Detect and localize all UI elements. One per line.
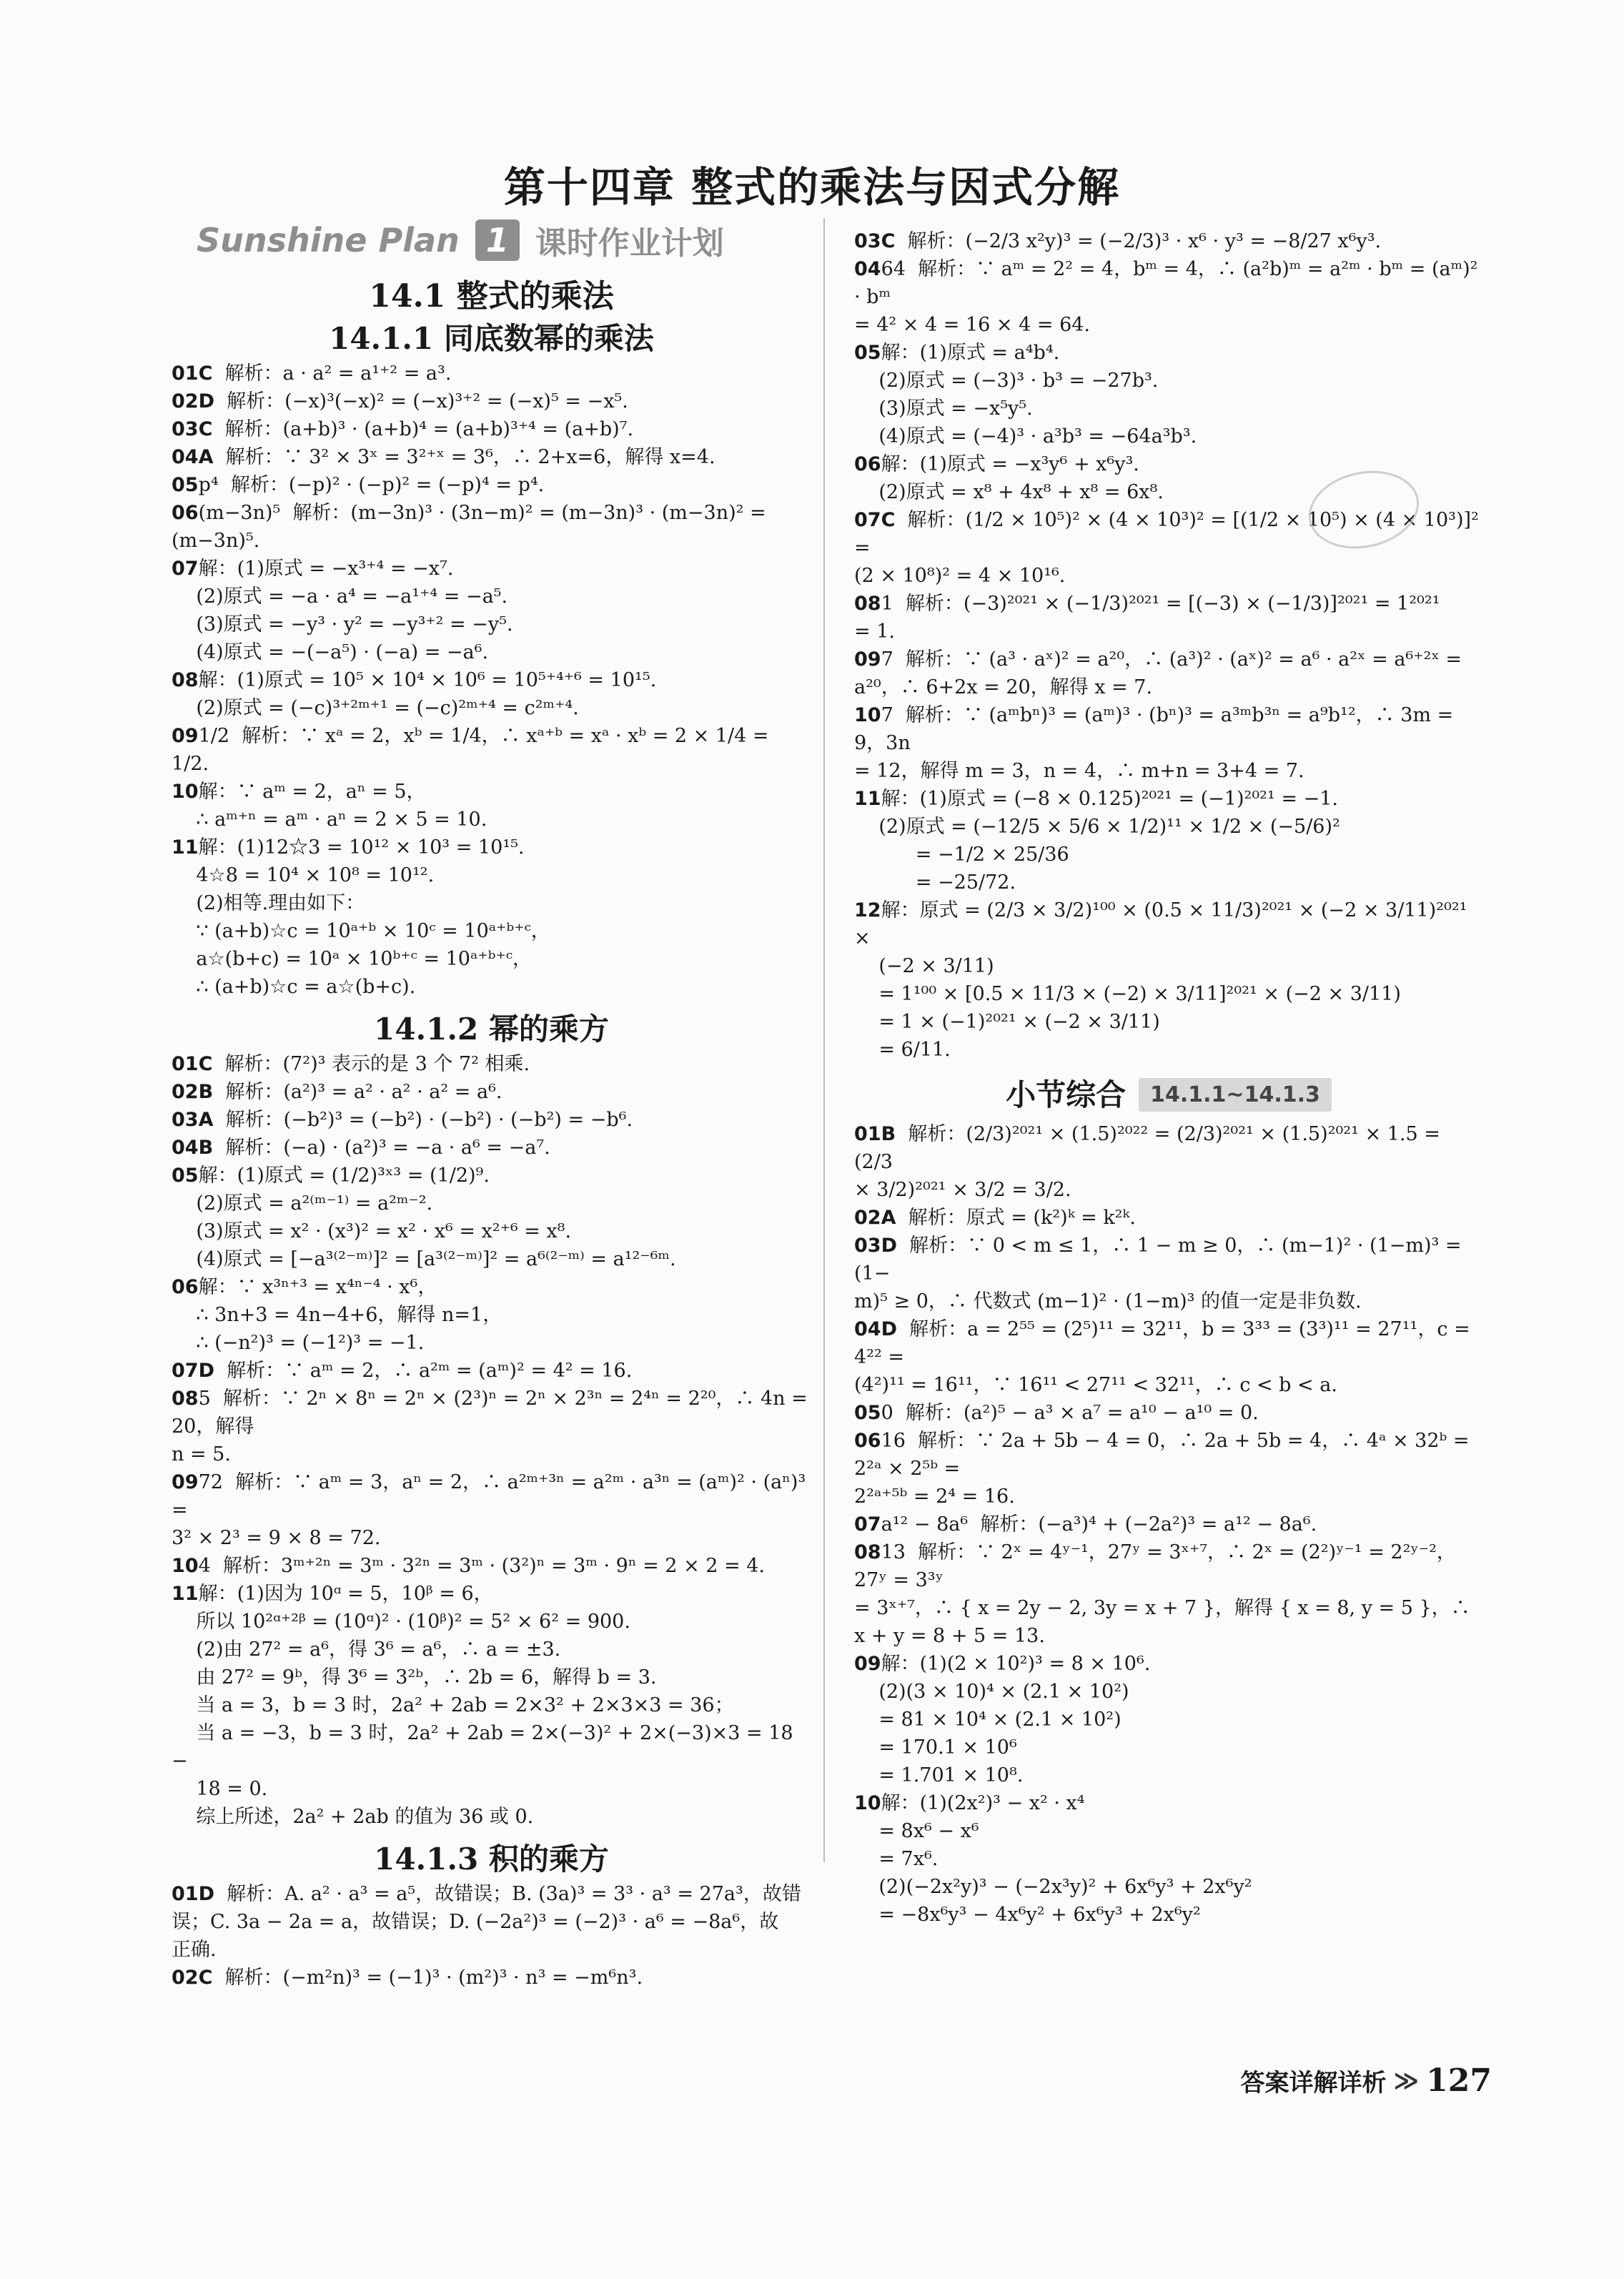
question-number: 07 bbox=[172, 558, 199, 580]
answer-text: 4 解析：3ᵐ⁺²ⁿ = 3ᵐ · 3²ⁿ = 3ᵐ · (3²)ⁿ = 3ᵐ · 9ⁿ = 2 × 2 = 4. bbox=[198, 1555, 766, 1577]
answer-line bbox=[854, 1761, 1483, 1789]
answer-line bbox=[854, 422, 1483, 450]
answer-text: 解析：(a+b)³ · (a+b)⁴ = (a+b)³⁺⁴ = (a+b)⁷. bbox=[212, 418, 634, 440]
answer-text: (m−3n)⁵. bbox=[172, 530, 260, 552]
question-number: 03A bbox=[172, 1109, 214, 1131]
answer-line bbox=[172, 834, 811, 861]
plan-banner bbox=[197, 218, 724, 262]
answer-text: 解：(1)因为 10ᵅ = 5，10ᵝ = 6， bbox=[198, 1583, 493, 1605]
answer-text: (2)由 27² = a⁶，得 3⁶ = a⁶，∴ a = ±3. bbox=[172, 1638, 561, 1661]
answers-group-4 bbox=[854, 227, 1483, 1064]
summary-range: 14.1.1~14.1.3 bbox=[1139, 1078, 1332, 1112]
question-number: 08 bbox=[172, 1388, 199, 1410]
answer-text: 解析：∵ 3² × 3ˣ = 3²⁺ˣ = 3⁶，∴ 2+x=6，解得 x=4. bbox=[213, 446, 716, 468]
answer-text: ∴ (−n²)³ = (−1²)³ = −1. bbox=[172, 1332, 425, 1354]
answer-line bbox=[172, 1357, 811, 1385]
answer-text: × 3/2)²⁰²¹ × 3/2 = 3/2. bbox=[854, 1179, 1071, 1201]
answer-line bbox=[172, 945, 811, 973]
answer-line bbox=[172, 1301, 811, 1329]
page-footer bbox=[1241, 2062, 1492, 2099]
answer-text: 解析：(2/3)²⁰²¹ × (1.5)²⁰²² = (2/3)²⁰²¹ × (1.5)²⁰²¹ × 1.5 = (2/3 bbox=[854, 1123, 1447, 1173]
answer-text: 解析：(−2/3 x²y)³ = (−2/3)³ · x⁶ · y³ = −8/27 x⁶y³. bbox=[895, 230, 1382, 252]
answer-line bbox=[854, 757, 1483, 785]
answer-text: 解析：(a²)³ = a² · a² · a² = a⁶. bbox=[213, 1081, 502, 1103]
answer-line bbox=[172, 1245, 811, 1273]
answer-text: 13 解析：∵ 2ˣ = 4ʸ⁻¹，27ʸ = 3ˣ⁺⁷，∴ 2ˣ = (2²)ʸ⁻¹ = 2²ʸ⁻²，27ʸ = 3³ʸ bbox=[854, 1541, 1456, 1591]
answer-line bbox=[172, 1190, 811, 1217]
answer-text: = 7x⁶. bbox=[854, 1848, 939, 1870]
answer-text: 64 解析：∵ aᵐ = 2² = 4，bᵐ = 4，∴ (a²b)ᵐ = a²ᵐ · bᵐ = (aᵐ)² · bᵐ bbox=[854, 258, 1485, 308]
answer-line bbox=[172, 1273, 811, 1301]
answer-text: 解：∵ aᵐ = 2，aⁿ = 5， bbox=[198, 781, 426, 803]
answer-line bbox=[172, 722, 811, 778]
answer-line bbox=[854, 255, 1483, 311]
question-number: 10 bbox=[172, 781, 199, 803]
answer-text: 16 解析：∵ 2a + 5b − 4 = 0，∴ 2a + 5b = 4，∴ 4ᵃ × 32ᵇ = 2²ᵃ × 2⁵ᵇ = bbox=[854, 1430, 1476, 1480]
answer-text: 2²ᵃ⁺⁵ᵇ = 2⁴ = 16. bbox=[854, 1485, 1015, 1508]
answer-text: = 1. bbox=[854, 621, 895, 643]
answer-line bbox=[172, 1580, 811, 1608]
answer-line bbox=[172, 1964, 811, 1992]
answer-line bbox=[854, 701, 1483, 757]
answer-text: 4☆8 = 10⁴ × 10⁸ = 10¹². bbox=[172, 864, 435, 886]
answer-line bbox=[854, 618, 1483, 646]
footer-label: 答案详解详析 bbox=[1240, 2069, 1387, 2097]
answer-line bbox=[172, 1134, 811, 1162]
answer-text: 解析：(−m²n)³ = (−1)³ · (m²)³ · n³ = −m⁶n³. bbox=[212, 1967, 643, 1989]
answer-text: = −8x⁶y³ − 4x⁶y² + 6x⁶y³ + 2x⁶y² bbox=[854, 1904, 1201, 1926]
answer-line bbox=[854, 562, 1483, 590]
subsection-title-2: 14.1.2 幂的乘方 bbox=[374, 1012, 609, 1047]
answer-line bbox=[854, 785, 1483, 813]
question-number: 06 bbox=[854, 453, 881, 475]
answer-text: 7 解析：∵ (a³ · aˣ)² = a²⁰，∴ (a³)² · (aˣ)² = a⁶ · a²ˣ = a⁶⁺²ˣ = bbox=[881, 648, 1462, 671]
answer-line bbox=[854, 311, 1483, 339]
question-number: 01C bbox=[172, 1053, 213, 1075]
answers-group-5 bbox=[854, 1120, 1483, 1929]
answer-text: = 4² × 4 = 16 × 4 = 64. bbox=[854, 314, 1091, 336]
answer-text: ∴ 3n+3 = 4n−4+6，解得 n=1， bbox=[172, 1304, 502, 1326]
answer-line bbox=[854, 1594, 1483, 1650]
question-number: 02B bbox=[172, 1081, 214, 1103]
answer-text: (2)原式 = x⁸ + 4x⁸ + x⁸ = 6x⁸. bbox=[854, 481, 1164, 503]
answer-line bbox=[854, 367, 1483, 395]
answer-line bbox=[172, 1803, 811, 1831]
answer-line bbox=[854, 1678, 1483, 1706]
answer-text: = −1/2 × 25/36 bbox=[854, 844, 1069, 866]
answer-text: 解：(1)原式 = (−8 × 0.125)²⁰²¹ = (−1)²⁰²¹ = −1. bbox=[881, 788, 1338, 810]
question-number: 07C bbox=[854, 509, 896, 531]
question-number: 04B bbox=[172, 1137, 214, 1159]
answer-text: (2)(−2x²y)³ − (−2x³y)² + 6x⁶y³ + 2x⁶y² bbox=[854, 1876, 1252, 1898]
question-number: 06 bbox=[172, 1276, 199, 1298]
answer-text: ∴ aᵐ⁺ⁿ = aᵐ · aⁿ = 2 × 5 = 10. bbox=[172, 809, 487, 831]
answer-text: 解析：(7²)³ 表示的是 3 个 7² 相乘. bbox=[212, 1053, 530, 1075]
answer-text: 7 解析：∵ (aᵐbⁿ)³ = (aᵐ)³ · (bⁿ)³ = a³ᵐb³ⁿ = a⁹b¹²，∴ 3m = 9，3n bbox=[854, 704, 1460, 754]
answer-text: a¹² − 8a⁶ 解析：(−a³)⁴ + (−2a²)³ = a¹² − 8a⁶. bbox=[881, 1513, 1317, 1536]
answer-text: 由 27² = 9ᵇ，得 3⁶ = 3²ᵇ，∴ 2b = 6，解得 b = 3. bbox=[172, 1666, 657, 1689]
answer-text: (4)原式 = −(−a⁵) · (−a) = −a⁶. bbox=[172, 641, 489, 663]
answer-text: (3)原式 = −x⁵y⁵. bbox=[854, 397, 1033, 420]
answer-text: (4)原式 = (−4)³ · a³b³ = −64a³b³. bbox=[854, 425, 1197, 448]
answer-line bbox=[854, 673, 1483, 701]
chapter-title: 第十四章 整式的乘法与因式分解 bbox=[503, 163, 1121, 212]
answer-text: 5 解析：∵ 2ⁿ × 8ⁿ = 2ⁿ × (2³)ⁿ = 2ⁿ × 2³ⁿ = 2⁴ⁿ = 2²⁰，∴ 4n = 20，解得 bbox=[172, 1388, 814, 1438]
answer-line bbox=[854, 1371, 1483, 1399]
answer-text: = 81 × 10⁴ × (2.1 × 10²) bbox=[854, 1709, 1122, 1731]
question-number: 04 bbox=[854, 258, 881, 280]
answer-text: = 6/11. bbox=[854, 1039, 951, 1061]
answer-text: 解：∵ x³ⁿ⁺³ = x⁴ⁿ⁻⁴ · x⁶， bbox=[198, 1276, 437, 1298]
answer-line bbox=[172, 1078, 811, 1106]
answer-line bbox=[854, 227, 1483, 255]
answer-text: 所以 10²ᵅ⁺²ᵝ = (10ᵅ)² · (10ᵝ)² = 5² × 6² = 900. bbox=[172, 1611, 630, 1633]
question-number: 06 bbox=[172, 502, 199, 524]
section-title: 14.1 整式的乘法 bbox=[369, 278, 614, 315]
answer-line bbox=[854, 1483, 1483, 1511]
answer-text: 解析：(−x)³(−x)² = (−x)³⁺² = (−x)⁵ = −x⁵. bbox=[214, 390, 628, 412]
answer-line bbox=[854, 952, 1483, 980]
answer-line bbox=[854, 896, 1483, 952]
answer-line bbox=[854, 1176, 1483, 1204]
answer-text: m)⁵ ≥ 0，∴ 代数式 (m−1)² · (1−m)³ 的值一定是非负数. bbox=[854, 1290, 1362, 1312]
answer-line bbox=[172, 666, 811, 694]
answer-text: (2)(3 × 10)⁴ × (2.1 × 10²) bbox=[854, 1681, 1129, 1703]
summary-banner bbox=[854, 1078, 1483, 1112]
answer-line bbox=[854, 869, 1483, 896]
question-number: 09 bbox=[172, 1471, 199, 1493]
answer-line bbox=[854, 1706, 1483, 1734]
answer-text: 解：(1)原式 = a⁴b⁴. bbox=[881, 342, 1060, 364]
answer-line bbox=[172, 1524, 811, 1552]
answer-line bbox=[854, 841, 1483, 869]
answer-line bbox=[172, 1329, 811, 1357]
answer-line bbox=[854, 395, 1483, 422]
answer-text: = 1.701 × 10⁸. bbox=[854, 1764, 1024, 1786]
answer-line bbox=[854, 590, 1483, 618]
answer-line bbox=[172, 694, 811, 722]
answer-text: 正确. bbox=[172, 1939, 217, 1961]
answer-line bbox=[854, 1232, 1483, 1287]
answer-line bbox=[172, 1908, 811, 1936]
answer-line bbox=[172, 806, 811, 834]
answer-line bbox=[172, 1385, 814, 1440]
question-number: 07D bbox=[172, 1360, 214, 1382]
answer-line bbox=[172, 415, 811, 443]
answer-line bbox=[854, 1008, 1483, 1036]
answer-text: 解：(1)原式 = (1/2)³ˣ³ = (1/2)⁹. bbox=[198, 1165, 490, 1187]
summary-label: 小节综合 bbox=[1006, 1077, 1127, 1112]
answer-line bbox=[172, 1775, 811, 1803]
answer-line bbox=[172, 1217, 811, 1245]
answers-group-1 bbox=[172, 360, 811, 1001]
question-number: 11 bbox=[172, 1583, 199, 1605]
answer-text: 解析：(1/2 × 10⁵)² × (4 × 10³)² = [(1/2 × 10⁵) × (4 × 10³)]² = bbox=[854, 509, 1485, 559]
answer-text: (2)原式 = a²⁽ᵐ⁻¹⁾ = a²ᵐ⁻². bbox=[172, 1192, 433, 1215]
answer-text: 当 a = −3，b = 3 时，2a² + 2ab = 2×(−3)² + 2×(−3)×3 = 18 − bbox=[172, 1722, 800, 1772]
answer-line bbox=[172, 638, 811, 666]
answer-line bbox=[172, 1468, 811, 1524]
answer-line bbox=[854, 1399, 1483, 1427]
answer-text: (3)原式 = x² · (x³)² = x² · x⁶ = x²⁺⁶ = x⁸. bbox=[172, 1220, 572, 1242]
answer-text: 72 解析：∵ aᵐ = 3，aⁿ = 2，∴ a²ᵐ⁺³ⁿ = a²ᵐ · a³ⁿ = (aᵐ)² · (aⁿ)³ = bbox=[172, 1471, 812, 1521]
answer-text: (−2 × 3/11) bbox=[854, 955, 994, 977]
answer-text: (4²)¹¹ = 16¹¹，∵ 16¹¹ < 27¹¹ < 32¹¹，∴ c < b < a. bbox=[854, 1374, 1337, 1396]
answer-line bbox=[172, 1050, 811, 1078]
answer-line bbox=[172, 1663, 811, 1691]
answer-text: 误；C. 3a − 2a = a，故错误；D. (−2a²)³ = (−2)³ · a⁶ = −8a⁶，故 bbox=[172, 1911, 779, 1933]
answer-text: 解析：∵ aᵐ = 2，∴ a²ᵐ = (aᵐ)² = 4² = 16. bbox=[214, 1360, 633, 1382]
subsection-title-1: 14.1.1 同底数幂的乘法 bbox=[329, 321, 654, 356]
question-number: 02A bbox=[854, 1207, 896, 1229]
answer-line bbox=[854, 1120, 1483, 1176]
answer-line bbox=[854, 1204, 1483, 1232]
answer-text: 综上所述，2a² + 2ab 的值为 36 或 0. bbox=[172, 1806, 534, 1828]
answer-line bbox=[854, 1287, 1483, 1315]
question-number: 08 bbox=[854, 1541, 881, 1563]
answer-text: = 170.1 × 10⁶ bbox=[854, 1736, 1017, 1759]
answer-line bbox=[854, 1538, 1483, 1594]
answer-text: (2)原式 = (−3)³ · b³ = −27b³. bbox=[854, 370, 1159, 392]
answer-line bbox=[172, 1162, 811, 1190]
answer-text: 解：(1)原式 = −x³y⁶ + x⁶y³. bbox=[881, 453, 1139, 475]
answer-text: (m−3n)⁵ 解析：(m−3n)³ · (3n−m)² = (m−3n)³ · (m−3n)² = bbox=[198, 502, 766, 524]
question-number: 03D bbox=[854, 1235, 897, 1257]
answer-text: p⁴ 解析：(−p)² · (−p)² = (−p)⁴ = p⁴. bbox=[198, 474, 545, 496]
answer-text: 解析：A. a² · a³ = a⁵，故错误；B. (3a)³ = 3³ · a³ = 27a³，故错 bbox=[214, 1883, 801, 1905]
answer-text: a²⁰，∴ 6+2x = 20，解得 x = 7. bbox=[854, 676, 1153, 698]
double-chevron-icon: ≫ bbox=[1393, 2066, 1420, 2095]
answer-line bbox=[172, 861, 811, 889]
answer-text: (3)原式 = −y³ · y² = −y³⁺² = −y⁵. bbox=[172, 613, 513, 636]
answer-line bbox=[854, 1873, 1483, 1901]
question-number: 05 bbox=[172, 1165, 199, 1187]
answer-line bbox=[854, 1511, 1483, 1538]
plan-number-badge: 1 bbox=[475, 219, 520, 261]
answer-line bbox=[854, 1845, 1483, 1873]
answer-text: (2)原式 = (−12/5 × 5/6 × 1/2)¹¹ × 1/2 × (−5/6)² bbox=[854, 816, 1340, 838]
answer-text: 解析：(−b²)³ = (−b²) · (−b²) · (−b²) = −b⁶. bbox=[213, 1109, 633, 1131]
answer-line bbox=[172, 778, 811, 806]
answer-text: 解：(1)(2 × 10²)³ = 8 × 10⁶. bbox=[881, 1653, 1151, 1675]
answer-text: 当 a = 3，b = 3 时，2a² + 2ab = 2×3² + 2×3×3 = 36； bbox=[172, 1694, 734, 1716]
answer-text: 解析：a · a² = a¹⁺² = a³. bbox=[212, 362, 452, 385]
answer-text: n = 5. bbox=[172, 1443, 231, 1465]
answer-line bbox=[172, 1440, 811, 1468]
answer-line bbox=[172, 973, 811, 1001]
answer-line bbox=[854, 1315, 1483, 1371]
answer-text: = 1¹⁰⁰ × [0.5 × 11/3 × (−2) × 3/11]²⁰²¹ × (−2 × 3/11) bbox=[854, 983, 1401, 1005]
answer-line bbox=[172, 471, 811, 499]
answer-line bbox=[854, 980, 1483, 1008]
question-number: 09 bbox=[854, 1653, 881, 1675]
question-number: 10 bbox=[854, 704, 881, 726]
answer-text: 解析：(−a) · (a²)³ = −a · a⁶ = −a⁷. bbox=[213, 1137, 550, 1159]
answer-text: (2 × 10⁸)² = 4 × 10¹⁶. bbox=[854, 565, 1066, 587]
question-number: 10 bbox=[854, 1792, 881, 1814]
question-number: 03C bbox=[172, 418, 213, 440]
answer-line bbox=[854, 1427, 1483, 1483]
question-number: 03C bbox=[854, 230, 896, 252]
answer-text: = 1 × (−1)²⁰²¹ × (−2 × 3/11) bbox=[854, 1011, 1160, 1033]
answer-line bbox=[172, 1936, 811, 1964]
answer-text: 0 解析：(a²)⁵ − a³ × a⁷ = a¹⁰ − a¹⁰ = 0. bbox=[881, 1402, 1259, 1424]
question-number: 08 bbox=[854, 593, 881, 615]
answer-line bbox=[854, 813, 1483, 841]
question-number: 02C bbox=[172, 1967, 213, 1989]
answer-line bbox=[854, 1734, 1483, 1761]
answer-text: 解析：a = 2⁵⁵ = (2⁵)¹¹ = 32¹¹，b = 3³³ = (3³)¹¹ = 27¹¹，c = 4²² = bbox=[854, 1318, 1477, 1368]
answer-line bbox=[172, 1691, 811, 1719]
question-number: 11 bbox=[854, 788, 881, 810]
answer-text: (4)原式 = [−a³⁽²⁻ᵐ⁾]² = [a³⁽²⁻ᵐ⁾]² = a⁶⁽²⁻ᵐ⁾ = a¹²⁻⁶ᵐ. bbox=[172, 1248, 676, 1270]
answer-line bbox=[854, 339, 1483, 367]
question-number: 04A bbox=[172, 446, 214, 468]
answer-text: = 8x⁶ − x⁶ bbox=[854, 1820, 979, 1842]
answer-line bbox=[854, 1789, 1483, 1817]
answer-text: a☆(b+c) = 10ᵃ × 10ᵇ⁺ᶜ = 10ᵃ⁺ᵇ⁺ᶜ， bbox=[172, 948, 533, 970]
answer-text: 18 = 0. bbox=[172, 1778, 268, 1800]
question-number: 06 bbox=[854, 1430, 881, 1452]
answer-text: 解：(1)12☆3 = 10¹² × 10³ = 10¹⁵. bbox=[198, 836, 525, 859]
question-number: 08 bbox=[172, 669, 199, 691]
answer-text: (2)原式 = (−c)³⁺²ᵐ⁺¹ = (−c)²ᵐ⁺⁴ = c²ᵐ⁺⁴. bbox=[172, 697, 579, 719]
question-number: 04D bbox=[854, 1318, 897, 1340]
answer-line bbox=[172, 527, 811, 555]
answers-group-2 bbox=[172, 1050, 814, 1831]
answer-line bbox=[172, 1552, 811, 1580]
question-number: 09 bbox=[854, 648, 881, 671]
question-number: 07 bbox=[854, 1513, 881, 1536]
question-number: 01B bbox=[854, 1123, 896, 1145]
answer-text: = 3ˣ⁺⁷，∴ { x = 2y − 2, 3y = x + 7 }，解得 { x = 8, y = 5 }，∴ x + y = 8 + 5 = 13. bbox=[854, 1597, 1477, 1647]
answer-text: = −25/72. bbox=[854, 871, 1016, 894]
answer-line bbox=[172, 499, 811, 527]
answer-text: 解：(1)(2x²)³ − x² · x⁴ bbox=[881, 1792, 1085, 1814]
answer-text: (2)相等.理由如下： bbox=[172, 892, 365, 914]
answer-text: 解：(1)原式 = 10⁵ × 10⁴ × 10⁶ = 10⁵⁺⁴⁺⁶ = 10¹⁵. bbox=[198, 669, 657, 691]
answer-line bbox=[854, 1901, 1483, 1929]
question-number: 10 bbox=[172, 1555, 199, 1577]
question-number: 12 bbox=[854, 899, 881, 921]
answer-text: 解析：∵ 0 < m ≤ 1，∴ 1 − m ≥ 0，∴ (m−1)² · (1−m)³ = (1− bbox=[854, 1235, 1468, 1285]
question-number: 01C bbox=[172, 362, 213, 385]
answer-line bbox=[854, 646, 1483, 673]
answer-line bbox=[854, 1817, 1483, 1845]
plan-english-label: Sunshine Plan bbox=[197, 221, 460, 259]
answer-text: = 12，解得 m = 3，n = 4，∴ m+n = 3+4 = 7. bbox=[854, 760, 1304, 782]
answer-text: 1 解析：(−3)²⁰²¹ × (−1/3)²⁰²¹ = [(−3) × (−1/3)]²⁰²¹ = 1²⁰²¹ bbox=[881, 593, 1440, 615]
answer-line bbox=[172, 555, 811, 583]
question-number: 09 bbox=[172, 725, 199, 747]
subsection-title-3: 14.1.3 积的乘方 bbox=[374, 1842, 609, 1877]
page-number: 127 bbox=[1426, 2062, 1492, 2099]
question-number: 05 bbox=[854, 342, 881, 364]
answer-text: ∴ (a+b)☆c = a☆(b+c). bbox=[172, 976, 416, 998]
answer-text: 3² × 2³ = 9 × 8 = 72. bbox=[172, 1527, 381, 1549]
answer-line bbox=[172, 1880, 811, 1908]
question-number: 05 bbox=[854, 1402, 881, 1424]
answer-line bbox=[172, 583, 811, 610]
answer-line bbox=[172, 360, 811, 387]
answer-line bbox=[172, 1106, 811, 1134]
answer-text: ∵ (a+b)☆c = 10ᵃ⁺ᵇ × 10ᶜ = 10ᵃ⁺ᵇ⁺ᶜ， bbox=[172, 920, 550, 942]
answer-text: 解：(1)原式 = −x³⁺⁴ = −x⁷. bbox=[198, 558, 454, 580]
plan-chinese-label: 课时作业计划 bbox=[535, 225, 724, 262]
answer-text: 解：原式 = (2/3 × 3/2)¹⁰⁰ × (0.5 × 11/3)²⁰²¹ × (−2 × 3/11)²⁰²¹ × bbox=[854, 899, 1474, 949]
question-number: 01D bbox=[172, 1883, 214, 1905]
answer-line bbox=[172, 610, 811, 638]
answer-line bbox=[172, 1719, 811, 1775]
left-column bbox=[172, 275, 814, 1992]
answer-line bbox=[172, 387, 811, 415]
answers-group-3 bbox=[172, 1880, 811, 1992]
question-number: 05 bbox=[172, 474, 199, 496]
answer-line bbox=[172, 917, 811, 945]
question-number: 11 bbox=[172, 836, 199, 859]
answer-line bbox=[172, 443, 811, 471]
answer-line bbox=[854, 1036, 1483, 1064]
answer-line bbox=[172, 1608, 811, 1636]
answer-line bbox=[172, 889, 811, 917]
answer-text: (2)原式 = −a · a⁴ = −a¹⁺⁴ = −a⁵. bbox=[172, 585, 508, 608]
question-number: 02D bbox=[172, 390, 214, 412]
answer-text: 解析：原式 = (k²)ᵏ = k²ᵏ. bbox=[896, 1207, 1136, 1229]
answer-text: 1/2 解析：∵ xᵃ = 2，xᵇ = 1/4，∴ xᵃ⁺ᵇ = xᵃ · xᵇ = 2 × 1/4 = 1/2. bbox=[172, 725, 776, 775]
answer-line bbox=[172, 1636, 811, 1663]
answer-line bbox=[854, 1650, 1483, 1678]
column-divider bbox=[823, 218, 825, 1862]
